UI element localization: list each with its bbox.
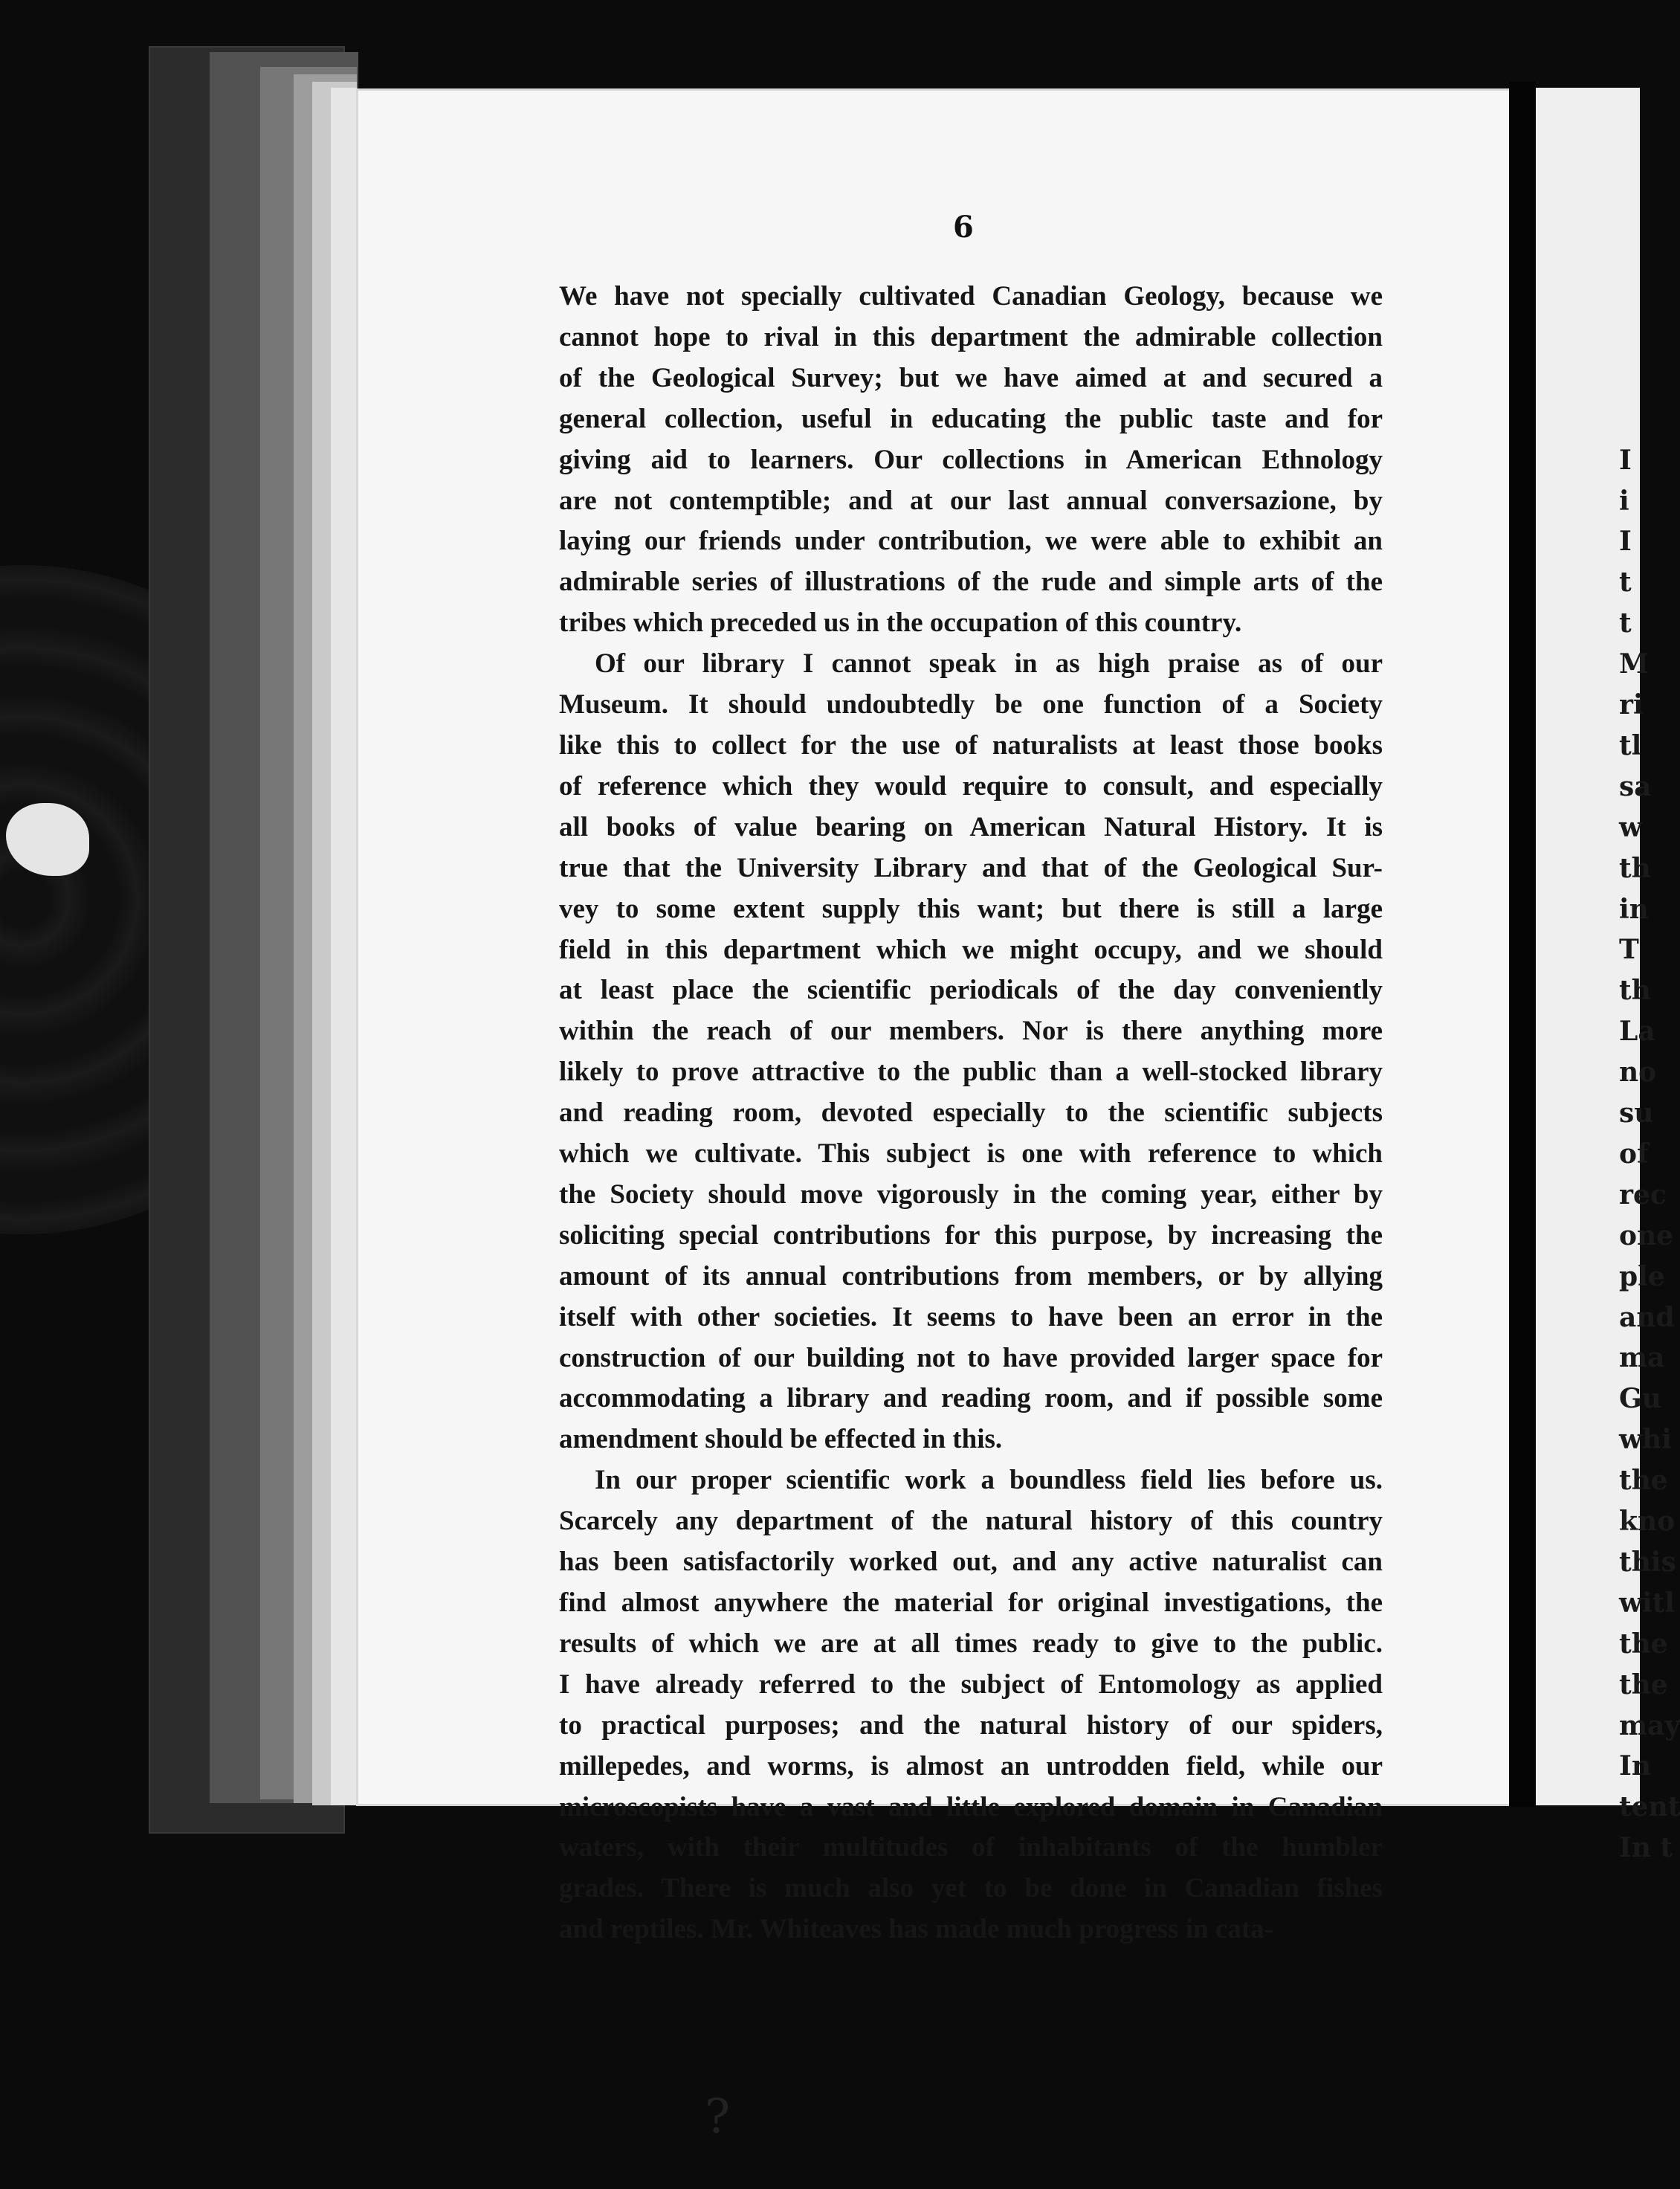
facing-page-fragment: rec bbox=[1619, 1179, 1667, 1210]
facing-page-fragment: kno bbox=[1619, 1506, 1676, 1537]
text-line: soliciting special contributions for this purpose, by increasing the bbox=[559, 1219, 1383, 1251]
facing-page-fragment: Gu bbox=[1619, 1383, 1661, 1415]
text-line: and reptiles. Mr. Whiteaves has made much progress in cata- bbox=[559, 1914, 1273, 1945]
facing-page-fragment: of bbox=[1619, 1138, 1649, 1170]
facing-page-fragment: the bbox=[1619, 1465, 1668, 1497]
text-line: to practical purposes; and the natural history of our spiders, bbox=[559, 1709, 1383, 1741]
text-line: amount of its annual contributions from members, or by allying bbox=[559, 1260, 1383, 1292]
facing-page-fragment: t bbox=[1619, 607, 1632, 639]
text-line: In our proper scientific work a boundless field lies before us. bbox=[595, 1465, 1383, 1496]
text-line: of reference which they would require to consult, and especially bbox=[559, 770, 1383, 802]
text-line: millepedes, and worms, is almost an untrodden field, while our bbox=[559, 1750, 1383, 1782]
text-line: Of our library I cannot speak in as high praise as of our bbox=[595, 648, 1383, 680]
facing-page-fragment: su bbox=[1619, 1097, 1654, 1129]
facing-page-fragment: witl bbox=[1619, 1587, 1675, 1619]
paragraph bbox=[559, 277, 1383, 644]
facing-page-fragment: this bbox=[1619, 1546, 1676, 1578]
paragraph bbox=[559, 1460, 1383, 1950]
facing-page-fragment: I bbox=[1619, 444, 1632, 476]
text-line: within the reach of our members. Nor is there anything more bbox=[559, 1016, 1383, 1047]
facing-page-fragment: and bbox=[1619, 1301, 1675, 1333]
text-line: find almost anywhere the material for original investigations, the bbox=[559, 1587, 1383, 1618]
facing-page-fragment: in bbox=[1619, 893, 1649, 925]
text-line: giving aid to learners. Our collections in American Ethnology bbox=[559, 444, 1383, 475]
facing-page-fragment: one bbox=[1619, 1219, 1674, 1251]
text-line: general collection, useful in educating the public taste and for bbox=[559, 403, 1383, 434]
text-line: of the Geological Survey; but we have aimed at and secured a bbox=[559, 362, 1383, 393]
facing-page-fragment: I bbox=[1619, 526, 1632, 558]
text-line: which we cultivate. This subject is one with reference to which bbox=[559, 1138, 1383, 1170]
text-line: the Society should move vigorously in the coming year, either by bbox=[559, 1179, 1383, 1210]
page-stack-edge bbox=[331, 88, 357, 1805]
facing-page-fragment: w bbox=[1619, 811, 1642, 843]
facing-page-fragment: may bbox=[1619, 1709, 1680, 1741]
text-line: tribes which preceded us in the occupation of this country. bbox=[559, 607, 1242, 639]
facing-page-fragment: the bbox=[1619, 1628, 1668, 1660]
facing-page-fragment: t bbox=[1619, 567, 1632, 599]
facing-page-fragment: no bbox=[1619, 1057, 1657, 1089]
text-line: I have already referred to the subject of Entomology as applied bbox=[559, 1669, 1383, 1700]
text-line: vey to some extent supply this want; but there is still a large bbox=[559, 893, 1383, 924]
text-line: construction of our building not to have provided larger space for bbox=[559, 1342, 1383, 1373]
facing-page-fragment: whi bbox=[1619, 1424, 1672, 1456]
facing-page-fragment: ma bbox=[1619, 1342, 1665, 1374]
text-line: Scarcely any department of the natural history of this country bbox=[559, 1506, 1383, 1537]
text-line: cannot hope to rival in this department the admirable collection bbox=[559, 321, 1383, 352]
text-line: We have not specially cultivated Canadian Geology, because we bbox=[559, 281, 1383, 312]
page-number: 6 bbox=[953, 210, 974, 245]
facing-page-fragment: tent bbox=[1619, 1791, 1680, 1823]
text-line: all books of value bearing on American Natural History. It is bbox=[559, 811, 1383, 842]
text-line: laying our friends under contribution, we were able to exhibit an bbox=[559, 526, 1383, 557]
text-line: amendment should be effected in this. bbox=[559, 1424, 1003, 1455]
text-line: likely to prove attractive to the public than a well-stocked library bbox=[559, 1057, 1383, 1088]
facing-page-fragment: M bbox=[1619, 648, 1649, 680]
text-line: accommodating a library and reading room, and if possible some bbox=[559, 1383, 1383, 1414]
facing-page-fragment: La bbox=[1619, 1016, 1655, 1048]
text-line: and reading room, devoted especially to the scientific subjects bbox=[559, 1097, 1383, 1129]
text-line: grades. There is much also yet to be done in Canadian fishes bbox=[559, 1873, 1383, 1904]
text-line: waters, with their multitudes of inhabitants of the humbler bbox=[559, 1832, 1383, 1863]
facing-page-fragment: i bbox=[1619, 485, 1629, 517]
facing-page-fragment: th bbox=[1619, 852, 1651, 884]
facing-page-fragment: In t bbox=[1619, 1832, 1673, 1864]
facing-page-fragment: ri bbox=[1619, 689, 1644, 720]
facing-page-fragment: the bbox=[1619, 1669, 1668, 1700]
facing-page-fragment: sa bbox=[1619, 770, 1652, 802]
paragraph bbox=[559, 644, 1383, 1460]
facing-page-fragment: th bbox=[1619, 975, 1651, 1007]
facing-page-fragment: ple bbox=[1619, 1260, 1665, 1292]
text-line: itself with other societies. It seems to have been an error in the bbox=[559, 1301, 1383, 1332]
text-line: true that the University Library and that of the Geological Sur- bbox=[559, 852, 1383, 883]
facing-page-fragment: In bbox=[1619, 1750, 1652, 1782]
text-line: results of which we are at all times ready to give to the public. bbox=[559, 1628, 1383, 1659]
text-line: admirable series of illustrations of the rude and simple arts of the bbox=[559, 567, 1383, 598]
margin-mark: ? bbox=[705, 2089, 731, 2144]
text-line: field in this department which we might occupy, and we should bbox=[559, 934, 1383, 965]
text-line: are not contemptible; and at our last annual conversazione, by bbox=[559, 485, 1383, 516]
body-text bbox=[559, 277, 1383, 1950]
text-line: microscopists have a vast and little explored domain in Canadian bbox=[559, 1791, 1383, 1822]
book-gutter bbox=[1509, 82, 1536, 1807]
text-line: like this to collect for the use of naturalists at least those books bbox=[559, 729, 1383, 761]
text-line: at least place the scientific periodicals of the day conveniently bbox=[559, 975, 1383, 1006]
facing-page-fragment: tl bbox=[1619, 729, 1642, 761]
text-line: Museum. It should undoubtedly be one function of a Society bbox=[559, 689, 1383, 720]
facing-page-fragment: T bbox=[1619, 934, 1639, 966]
text-line: has been satisfactorily worked out, and any active naturalist can bbox=[559, 1547, 1383, 1578]
